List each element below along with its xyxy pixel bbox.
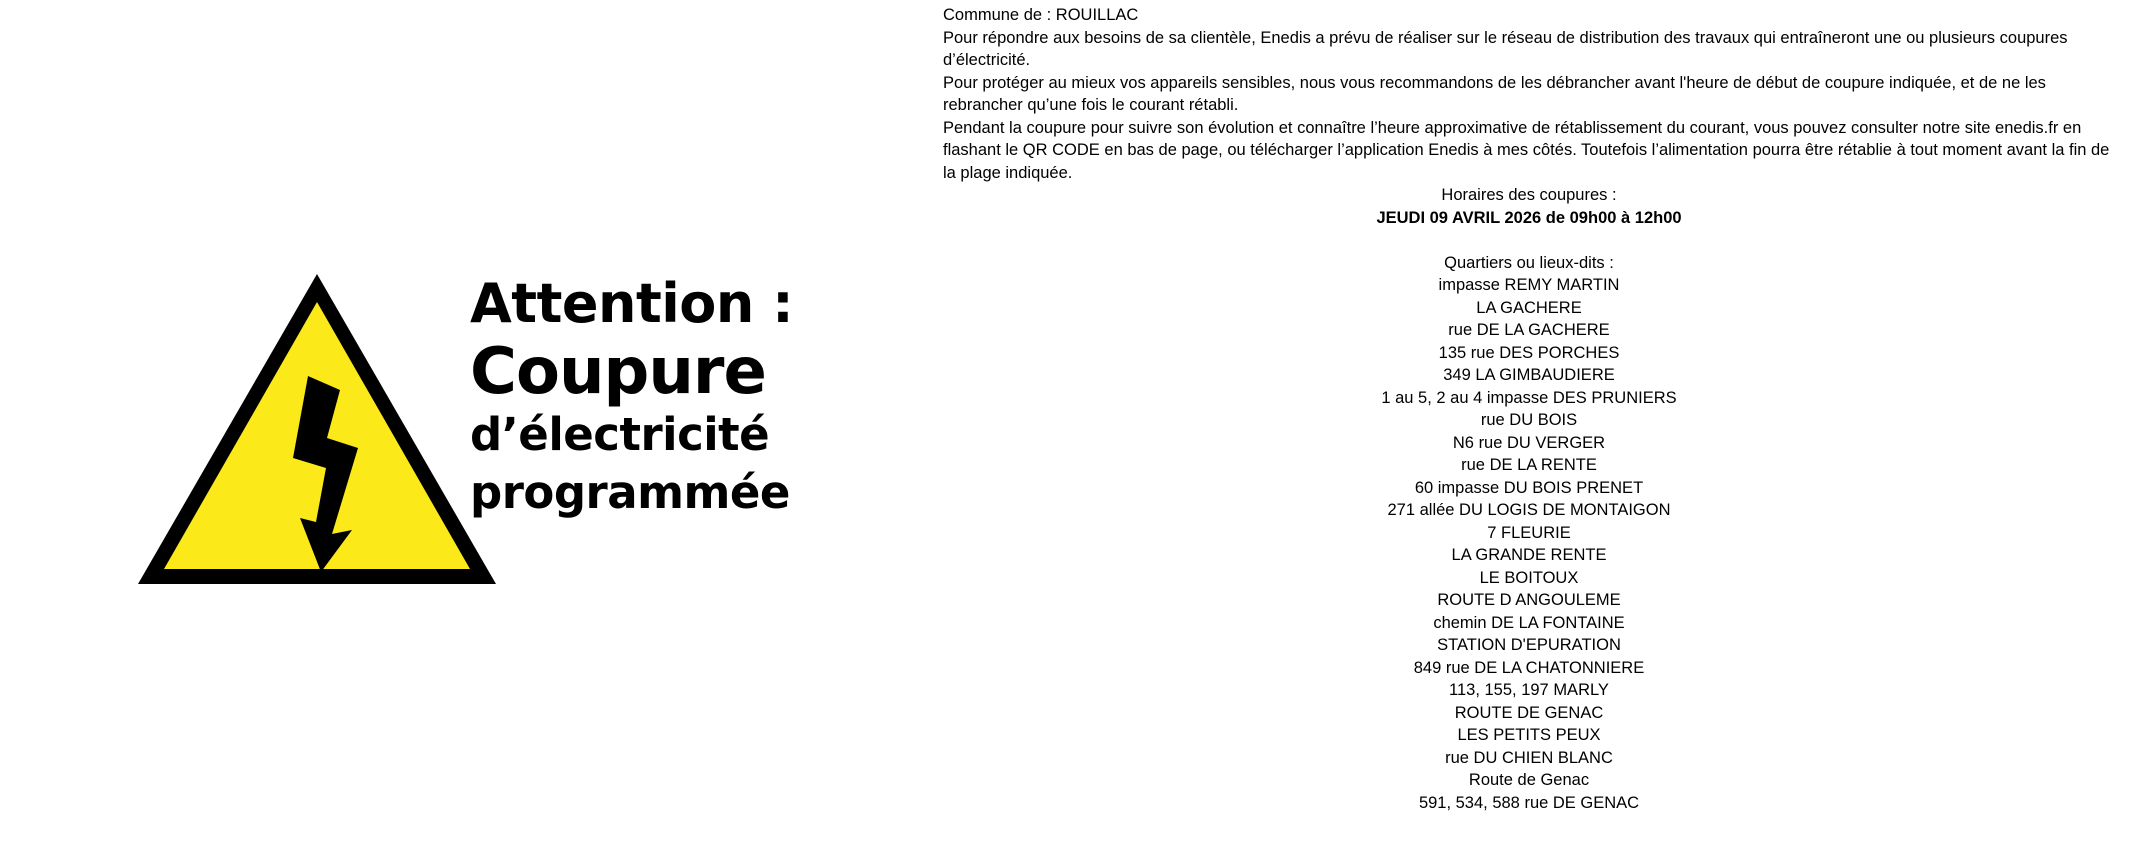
- location-item: rue DE LA GACHERE: [1448, 321, 1610, 339]
- location-item: 7 FLEURIE: [1487, 523, 1571, 542]
- location-item: LA GACHERE: [1476, 298, 1582, 317]
- headline-attention: Attention :: [470, 272, 794, 335]
- location-item: impasse REMY MARTIN: [1438, 276, 1620, 294]
- location-item: 591, 534, 588 rue DE GENAC: [1418, 793, 1640, 812]
- commune-label: Commune de : ROUILLAC: [943, 6, 1139, 24]
- location-item: Route de Genac: [1468, 771, 1590, 789]
- headline: [470, 270, 800, 522]
- location-item: LES PETITS PEUX: [1457, 726, 1601, 744]
- location-item: 60 impasse DU BOIS PRENET: [1414, 478, 1644, 497]
- schedule-block: [943, 184, 2115, 274]
- location-item: LA GRANDE RENTE: [1451, 546, 1607, 564]
- location-item: ROUTE D ANGOULEME: [1437, 591, 1621, 609]
- location-item: ROUTE DE GENAC: [1454, 703, 1604, 722]
- location-item: rue DE LA RENTE: [1461, 456, 1597, 474]
- location-item: 271 allée DU LOGIS DE MONTAIGON: [1387, 501, 1671, 519]
- headline-electricite: d’électricité: [470, 408, 770, 461]
- location-item: 1 au 5, 2 au 4 impasse DES PRUNIERS: [1381, 388, 1677, 407]
- location-item: 113, 155, 197 MARLY: [1449, 681, 1609, 699]
- location-item: 849 rue DE LA CHATONNIERE: [1413, 658, 1645, 677]
- location-item: 349 LA GIMBAUDIERE: [1443, 366, 1615, 384]
- location-item: STATION D'EPURATION: [1437, 636, 1621, 654]
- location-item: LE BOITOUX: [1479, 568, 1579, 587]
- spacer: [943, 229, 2115, 252]
- headline-coupure: Coupure: [470, 335, 766, 409]
- outage-notice: [943, 4, 2123, 814]
- schedule-value: JEUDI 09 AVRIL 2026 de 09h00 à 12h00: [1376, 208, 1682, 227]
- location-item: rue DU BOIS: [1480, 411, 1578, 429]
- headline-programmee: programmée: [470, 466, 790, 519]
- notice-paragraph-1: Pour répondre aux besoins de sa clientèle, Enedis a prévu de réaliser sur le réseau de distribution des travaux qui entraîneront une ou plusieurs coupures d’électricité.: [943, 28, 2068, 69]
- notice-paragraph-3: Pendant la coupure pour suivre son évolution et connaître l’heure approximative de rétablissement du courant, vous pouvez consulter notre site enedis.fr en flashant le QR CODE en bas de page, ou télécharger l’application Enedis à mes côtés. Toutefois l’alimentation pourra être rétablie à tout moment avant la fin de la plage indiquée.: [943, 118, 2110, 182]
- schedule-heading: Horaires des coupures :: [1441, 186, 1617, 204]
- location-item: rue DU CHIEN BLANC: [1445, 748, 1613, 767]
- notice-paragraph-2: Pour protéger au mieux vos appareils sensibles, nous vous recommandons de les débrancher avant l'heure de début de coupure indiquée, et de ne les rebrancher qu’une fois le courant rétabli.: [943, 73, 2046, 114]
- locations-heading: Quartiers ou lieux-dits :: [1444, 253, 1614, 272]
- location-item: chemin DE LA FONTAINE: [1433, 613, 1625, 632]
- locations-list: [943, 274, 2115, 814]
- location-item: N6 rue DU VERGER: [1452, 433, 1606, 452]
- location-item: 135 rue DES PORCHES: [1438, 343, 1620, 362]
- high-voltage-warning-icon: [136, 272, 498, 586]
